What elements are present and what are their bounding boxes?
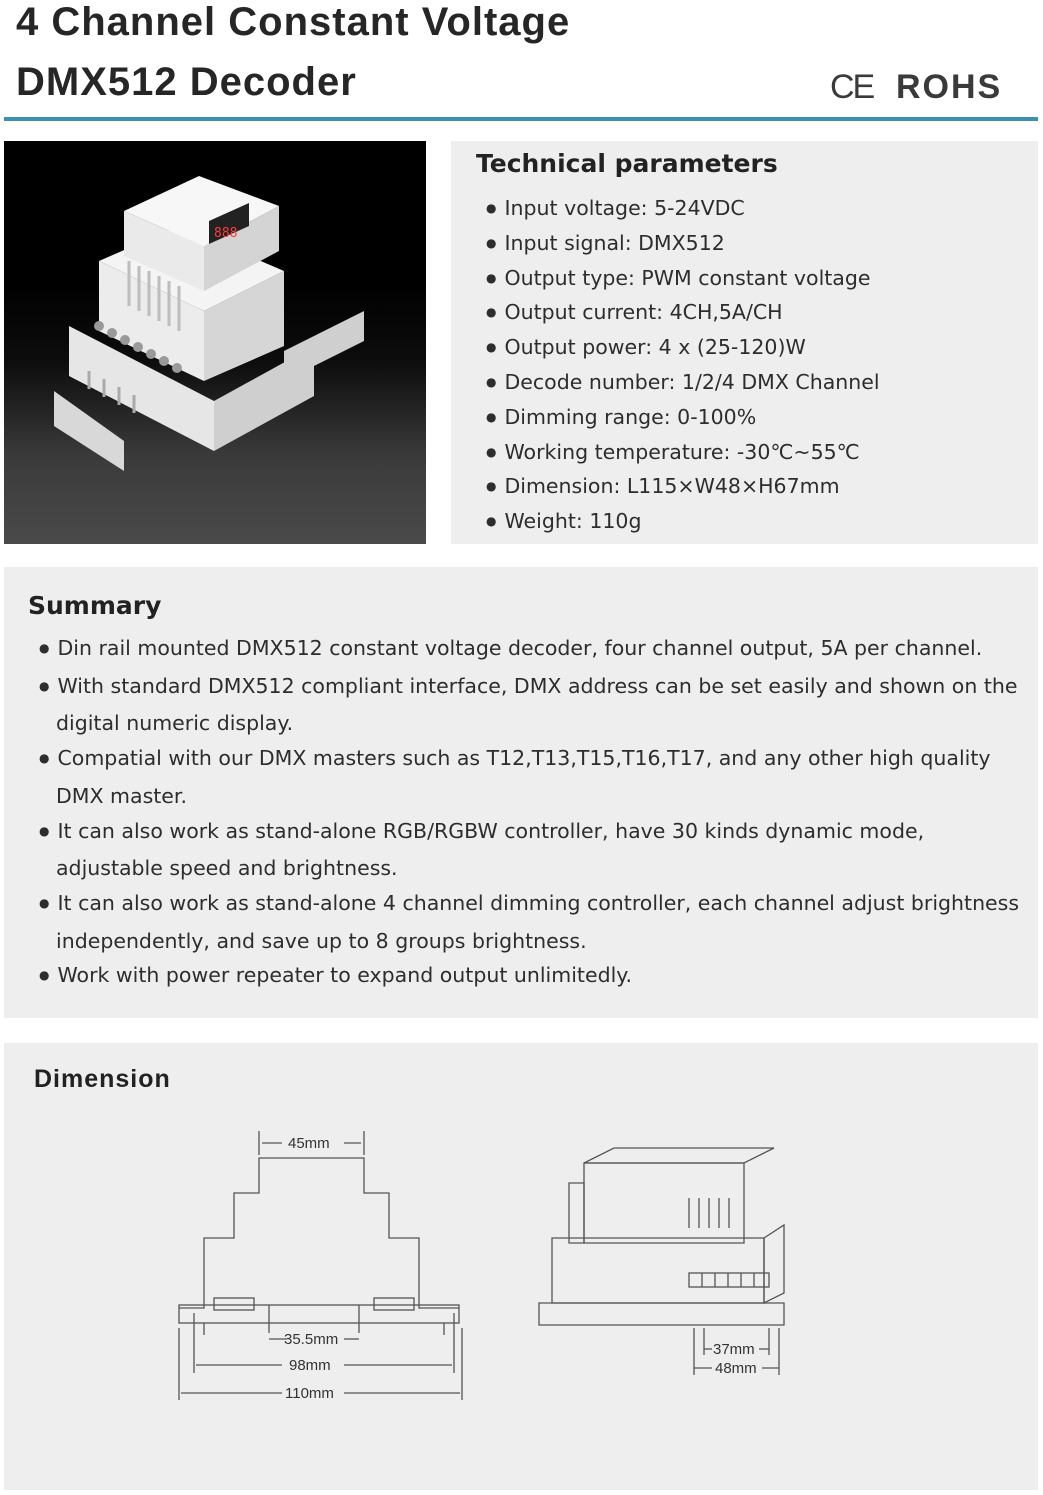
list-item: ● Working temperature: -30℃~55℃ xyxy=(486,435,880,470)
summary-panel xyxy=(4,567,1038,1018)
list-item: ● Din rail mounted DMX512 constant voltage decoder, four channel output, 5A per channel. xyxy=(39,631,1029,669)
page-title-line1: 4 Channel Constant Voltage xyxy=(16,0,571,44)
dim-label-48: 48mm xyxy=(715,1360,757,1377)
summary-title: Summary xyxy=(28,591,162,620)
list-item: ● Dimming range: 0-100% xyxy=(486,400,880,435)
rohs-mark: ROHS xyxy=(896,68,1003,106)
list-item: ● With standard DMX512 compliant interface, DMX address can be set easily and shown on the digital numeric display. xyxy=(39,669,1029,741)
summary-list xyxy=(39,631,1029,996)
technical-parameters-panel xyxy=(451,141,1038,544)
technical-list xyxy=(486,191,880,539)
list-item: ● Compatial with our DMX masters such as T12,T13,T15,T16,T17, and any other high quality DMX master. xyxy=(39,741,1029,813)
list-item: ● Work with power repeater to expand output unlimitedly. xyxy=(39,958,1029,996)
dim-label-45: 45mm xyxy=(288,1135,330,1152)
list-item: ● Dimension: L115×W48×H67mm xyxy=(486,469,880,504)
list-item: ● Input signal: DMX512 xyxy=(486,226,880,261)
ce-mark: CE xyxy=(830,68,874,106)
led-display: 888 xyxy=(214,226,238,241)
list-item: ● It can also work as stand-alone 4 channel dimming controller, each channel adjust brightness independently, and save up to 8 groups brightness. xyxy=(39,886,1029,958)
product-photo xyxy=(4,141,426,544)
page-title-line2: DMX512 Decoder xyxy=(16,60,357,104)
dim-label-37: 37mm xyxy=(713,1341,755,1358)
list-item: ● Input voltage: 5-24VDC xyxy=(486,191,880,226)
list-item: ● Output current: 4CH,5A/CH xyxy=(486,295,880,330)
dim-label-110: 110mm xyxy=(285,1385,334,1402)
dimension-drawing xyxy=(4,1043,1038,1490)
list-item: ● Output type: PWM constant voltage xyxy=(486,261,880,296)
header-divider xyxy=(4,117,1038,121)
dim-label-98: 98mm xyxy=(289,1357,331,1374)
technical-title: Technical parameters xyxy=(476,149,778,178)
list-item: ● Weight: 110g xyxy=(486,504,880,539)
list-item: ● It can also work as stand-alone RGB/RGBW controller, have 30 kinds dynamic mode, adjustable speed and brightness. xyxy=(39,814,1029,886)
dimension-title: Dimension xyxy=(34,1065,171,1093)
dimension-panel xyxy=(4,1043,1038,1490)
list-item: ● Decode number: 1/2/4 DMX Channel xyxy=(486,365,880,400)
list-item: ● Output power: 4 x (25-120)W xyxy=(486,330,880,365)
din-rail-decoder-icon xyxy=(4,141,426,544)
dim-label-35-5: 35.5mm xyxy=(284,1331,339,1348)
